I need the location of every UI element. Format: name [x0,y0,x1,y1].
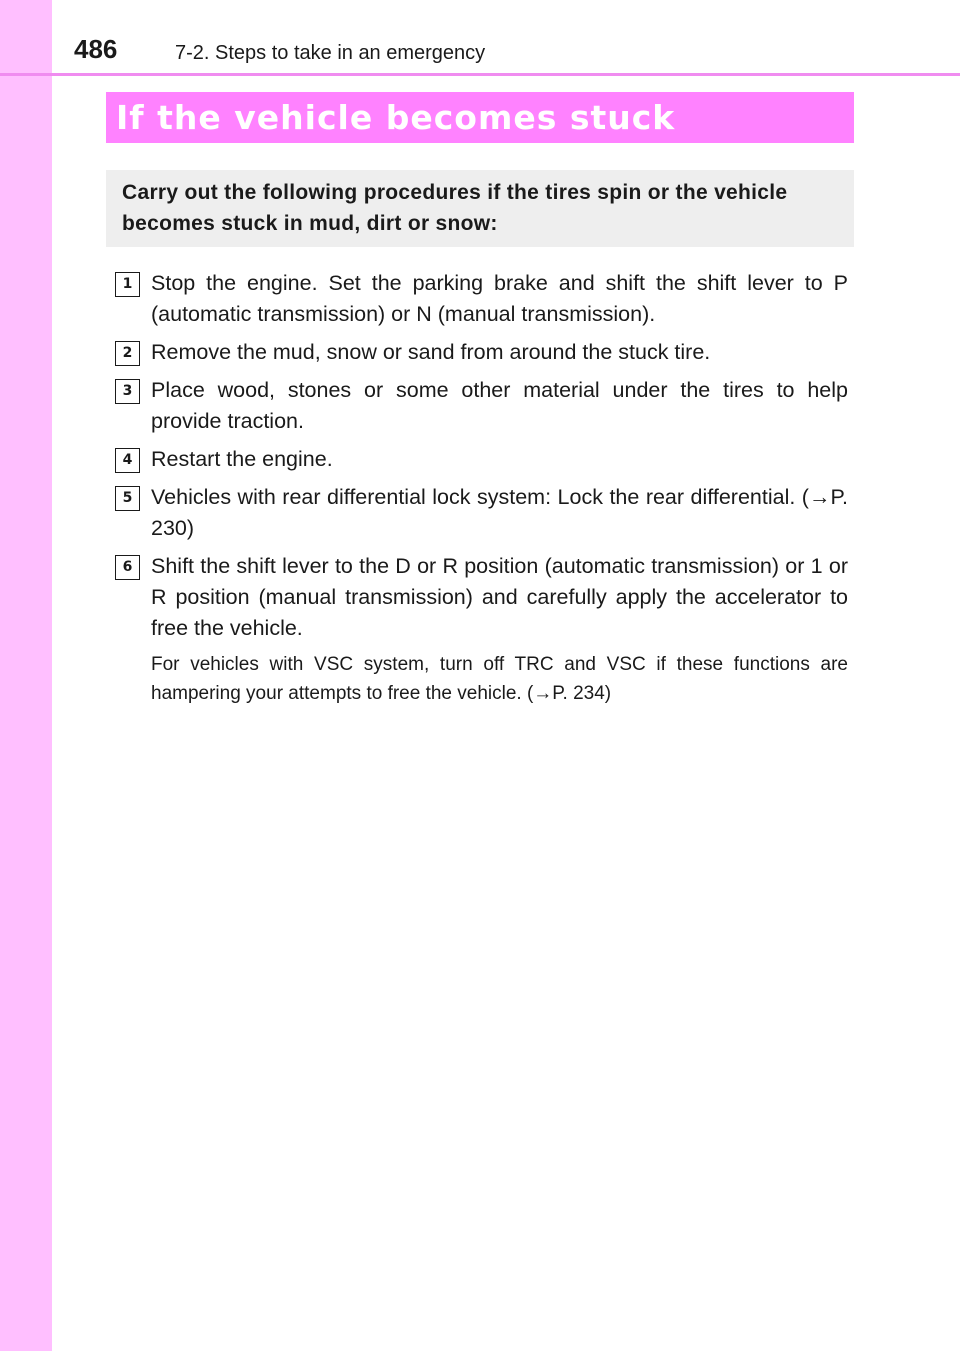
step-text: Place wood, stones or some other material under the tires to help provide traction. [151,378,848,433]
step-number-badge: 1 [115,272,140,297]
step-list [115,268,848,715]
step-2 [115,337,848,368]
step-text: Stop the engine. Set the parking brake and shift the shift lever to P (automatic transmission) or N (manual transmission). [151,271,848,326]
step-4 [115,444,848,475]
step-note: For vehicles with VSC system, turn off TRC and VSC if these functions are hampering your attempts to free the vehicle. (→P. 234) [151,654,848,704]
step-number-badge: 5 [115,486,140,511]
page-number: 486 [74,34,118,64]
section-heading: 7-2. Steps to take in an emergency [175,42,486,64]
step-text: Remove the mud, snow or sand from around the stuck tire. [151,340,711,364]
step-text: Vehicles with rear differential lock system: Lock the rear differential. (→P. 230) [151,485,848,540]
step-1 [115,268,848,330]
step-number-badge: 3 [115,379,140,404]
header-divider [0,73,960,76]
intro-box [106,170,854,247]
step-number-badge: 4 [115,448,140,473]
side-tab-bar [0,0,52,1351]
step-number-badge: 2 [115,341,140,366]
step-6 [115,551,848,708]
step-text: Shift the shift lever to the D or R position (automatic transmission) or 1 or R position (manual transmission) and carefully apply the accelerator to free the vehicle. [151,554,848,640]
step-text: Restart the engine. [151,447,333,471]
step-3 [115,375,848,437]
step-5 [115,482,848,544]
title-banner [106,92,854,143]
intro-text: Carry out the following procedures if the tires spin or the vehicle becomes stuck in mud, dirt or snow: [122,181,788,235]
page-header [0,0,960,76]
page-title: If the vehicle becomes stuck [116,98,676,137]
step-number-badge: 6 [115,555,140,580]
